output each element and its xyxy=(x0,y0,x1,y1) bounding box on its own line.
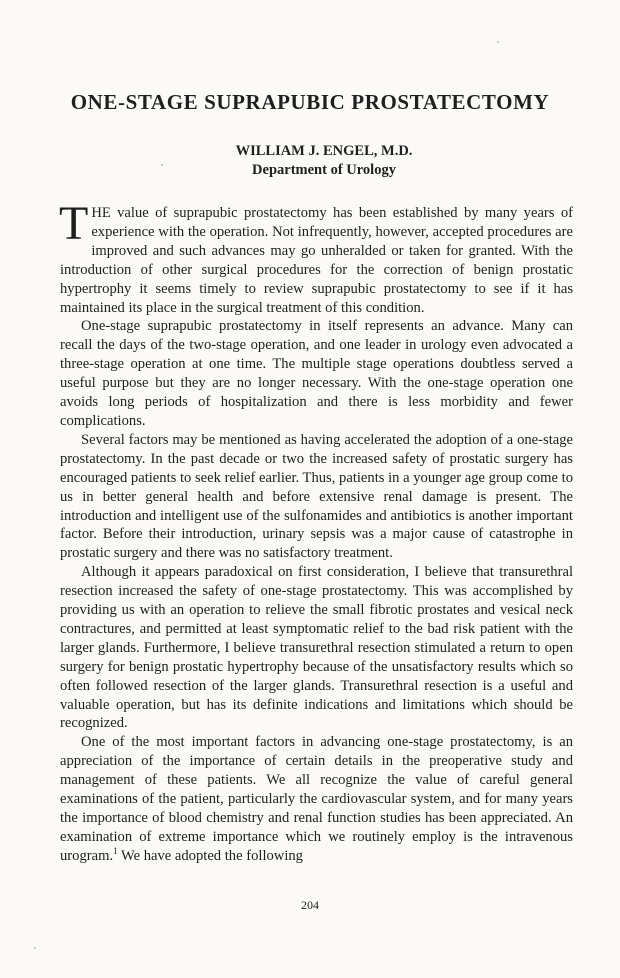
paragraph-5-tail: We have adopted the following xyxy=(117,847,303,864)
paper-speck xyxy=(497,41,499,43)
page-number: 204 xyxy=(301,898,319,912)
article-body xyxy=(59,197,573,866)
paragraph-1-text: HE value of suprapubic prostatectomy has been established by many years of experience with the operation. Not infrequently, however, accepted procedures are improved and such advances may go unheralded or taken for granted. With the introduction of other surgical procedures for the correction of benign prostatic hypertrophy it seems timely to review suprapubic prostatectomy to see if it has maintained its place in the surgical treatment of this condition. xyxy=(60,205,573,316)
footnote-ref: 1 xyxy=(113,845,118,856)
paper-speck xyxy=(34,947,36,949)
drop-cap: T xyxy=(59,197,89,250)
paragraph-5-text: One of the most important factors in advancing one-stage prostatectomy, is an appreciation of the importance of certain details in the preoperative study and management of these patients. We all recognize the value of careful general examinations of the patient, particularly the cardiovascular system, and for many years the importance of blood chemistry and renal function studies has been appreciated. An examination of extreme importance which we routinely employ is the intravenous urogram. xyxy=(60,734,573,864)
paragraph-5 xyxy=(60,733,573,865)
paragraph-4: Although it appears paradoxical on first consideration, I believe that transurethral resection increased the safety of one-stage prostatectomy. This was accomplished by providing us with an operation to relieve the small fibrotic prostates and vesical neck contractures, and permitted at least symptomatic relief to the bad risk patient with the larger glands. Furthermore, I believe transurethral resection stimulated a return to open surgery for benign prostatic hypertrophy because of the unsatisfactory results which so often followed resection of the larger glands. Transurethral resection is a useful and valuable operation, but has its definite indications and limitations which should be recognized. xyxy=(60,564,573,732)
paragraph-1 xyxy=(59,197,573,317)
paragraph-3: Several factors may be mentioned as having accelerated the adoption of a one-stage prostatectomy. In the past decade or two the increased safety of prostatic surgery has encouraged patients to seek relief earlier. Thus, patients in a younger age group come to us in better general health and before extensive renal damage is present. The introduction and intelligent use of the sulfonamides and antibiotics is another important factor. Before their introduction, urinary sepsis was a major cause of catastrophe in prostatic surgery and there was no satisfactory treatment. xyxy=(60,431,573,562)
paragraph-2: One-stage suprapubic prostatectomy in itself represents an advance. Many can recall the days of the two-stage operation, and one leader in urology even advocated a three-stage operation at one time. The multiple stage operations doubtless served a useful purpose but they are no longer necessary. With the one-stage operation one avoids long periods of hospitalization and there is less morbidity and fewer complications. xyxy=(60,318,573,429)
author-department: Department of Urology xyxy=(252,162,396,178)
article-title: ONE-STAGE SUPRAPUBIC PROSTATECTOMY xyxy=(70,90,550,114)
author-name: WILLIAM J. ENGEL, M.D. xyxy=(235,143,413,159)
